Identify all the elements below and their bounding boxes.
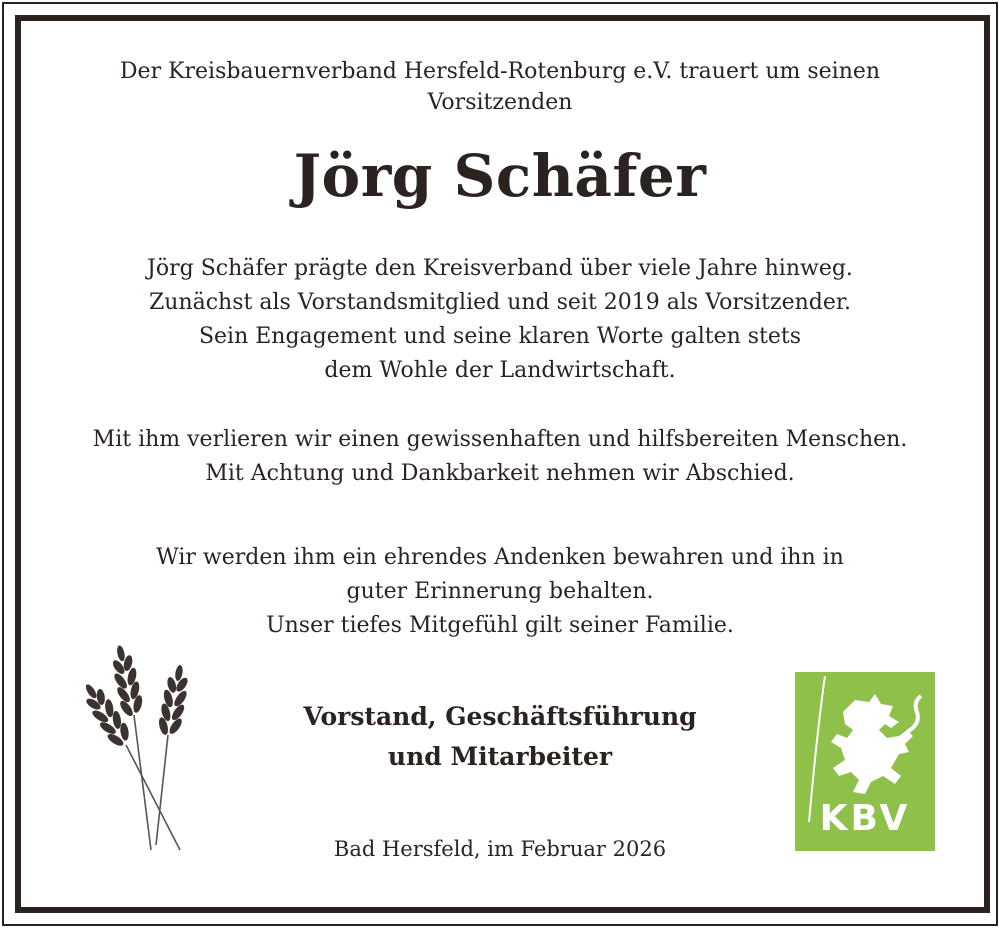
paragraph-line: Jörg Schäfer prägte den Kreisverband über viele Jahre hinweg. [147, 256, 853, 281]
logo-text: KBV [819, 798, 911, 839]
intro-text [0, 56, 1000, 118]
paragraph-tribute [0, 252, 1000, 388]
signature-line: und Mitarbeiter [387, 742, 613, 771]
signature-line: Vorstand, Geschäftsführung [303, 702, 697, 731]
paragraph-line: Unser tiefes Mitgefühl gilt seiner Familie. [266, 613, 734, 638]
paragraph-line: Zunächst als Vorstandsmitglied und seit 2019 als Vorsitzender. [149, 290, 851, 315]
paragraph-line: Sein Engagement und seine klaren Worte galten stets [198, 324, 802, 349]
paragraph-farewell [0, 423, 1000, 491]
place-date: Bad Hersfeld, im Februar 2026 [333, 837, 667, 861]
intro-line: Der Kreisbauernverband Hersfeld-Rotenburg e.V. trauert um seinen [119, 59, 881, 84]
paragraph-line: guter Erinnerung behalten. [346, 579, 654, 604]
paragraph-line: Wir werden ihm ein ehrendes Andenken bewahren und ihn in [156, 545, 844, 570]
intro-line: Vorsitzenden [427, 90, 573, 115]
paragraph-line: Mit ihm verlieren wir einen gewissenhaften und hilfsbereiten Menschen. [92, 427, 908, 452]
deceased-name: Jörg Schäfer [293, 142, 707, 210]
paragraph-line: Mit Achtung und Dankbarkeit nehmen wir Abschied. [205, 461, 795, 486]
paragraph-line: dem Wohle der Landwirtschaft. [324, 358, 676, 383]
paragraph-remembrance [0, 541, 1000, 643]
kbv-logo [795, 672, 935, 851]
